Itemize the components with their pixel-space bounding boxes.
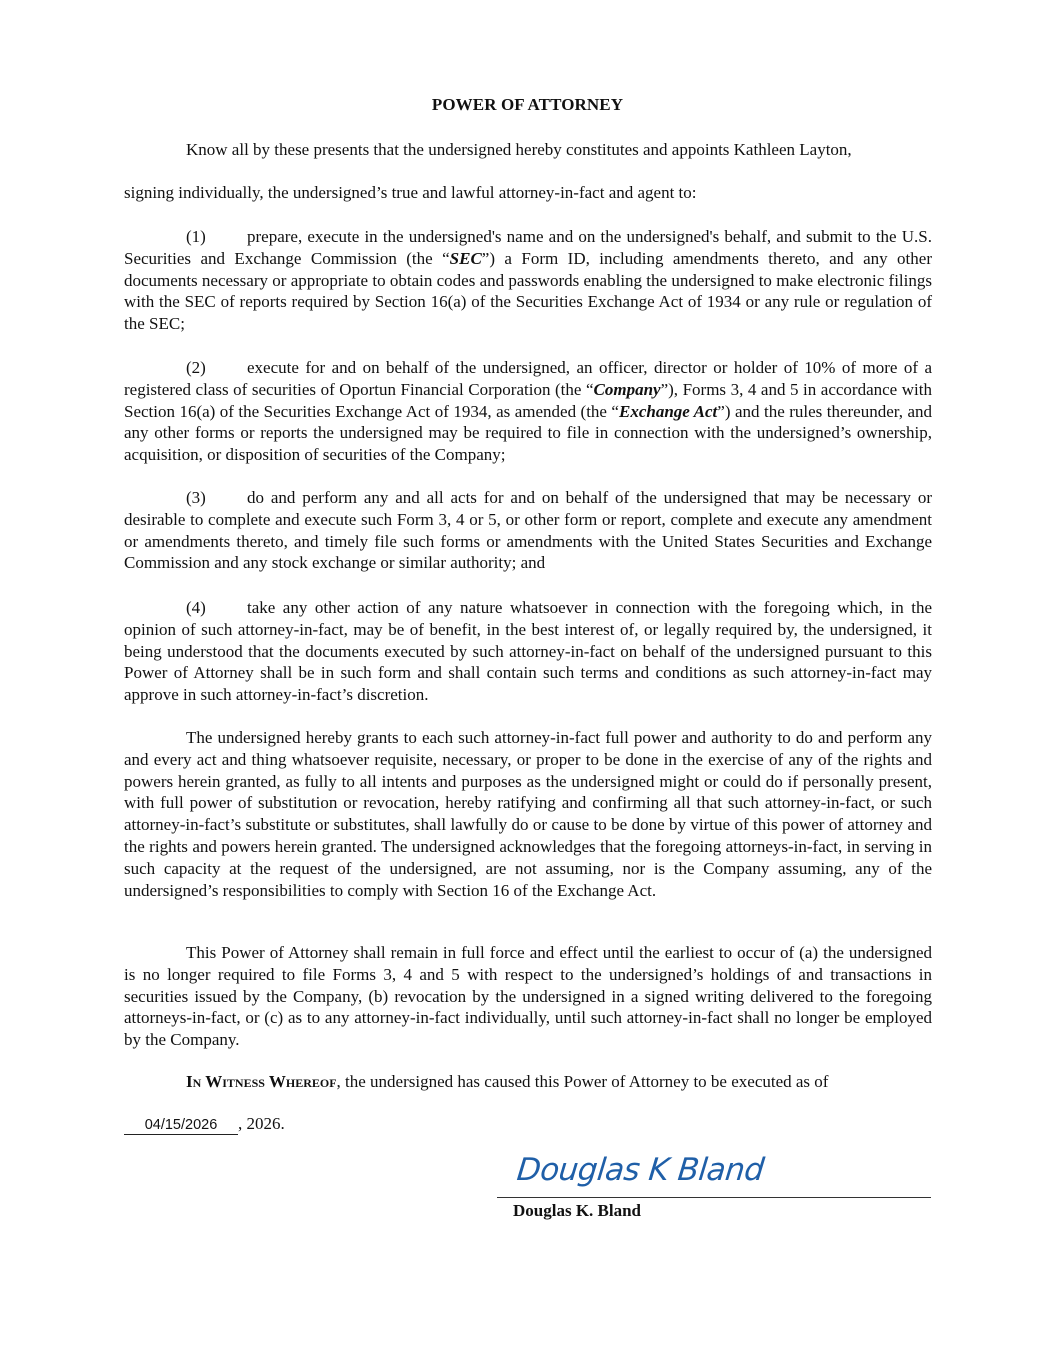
- signature-line: [497, 1197, 931, 1198]
- clause-2: (2) execute for and on behalf of the undersigned, an officer, director or holder of 10% of more of a registered class of securities of Oportun Financial Corporation (the “Company”), Forms 3, 4 and 5 in accordance with Section 16(a) of the Securities Exchange Act of 1934, as amended (the “Exchange Act”) and the rules thereunder, and any other forms or reports the undersigned may be required to file in connection with the undersigned’s ownership, acquisition, or disposition of securities of the Company;: [124, 358, 932, 465]
- execution-date-field[interactable]: 04/15/2026: [124, 1116, 238, 1135]
- witness-paragraph: In Witness Whereof, the undersigned has caused this Power of Attorney to be executed as of: [186, 1072, 829, 1091]
- signature-image: Douglas K Bland: [515, 1152, 766, 1188]
- defined-term-company: Company: [593, 379, 661, 399]
- signer-name: Douglas K. Bland: [513, 1201, 642, 1220]
- intro-line-1: Know all by these presents that the undersigned hereby constitutes and appoints Kathleen Layton,: [186, 140, 852, 159]
- intro-line-2: signing individually, the undersigned’s true and lawful attorney-in-fact and agent to:: [124, 183, 697, 202]
- date-suffix: , 2026.: [238, 1114, 285, 1133]
- defined-term-sec: SEC: [449, 248, 482, 268]
- witness-lead: In Witness Whereof: [186, 1072, 337, 1091]
- clause-1: (1) prepare, execute in the undersigned's name and on the undersigned's behalf, and submit to the U.S. Securities and Exchange Commission (the “SEC”) a Form ID, including amendments thereto, and any other documents necessary or appropriate to obtain codes and passwords enabling the undersigned to make electronic filings with the SEC of reports required by Section 16(a) of the Securities Exchange Act of 1934 or any rule or regulation of the SEC;: [124, 227, 932, 334]
- clause-4: (4) take any other action of any nature whatsoever in connection with the foregoing which, in the opinion of such attorney-in-fact, may be of benefit, in the best interest of, or legally required by, the undersigned, it being understood that the documents executed by such attorney-in-fact on behalf of the undersigned pursuant to this Power of Attorney shall be in such form and shall contain such terms and conditions as such attorney-in-fact may approve in such attorney-in-fact’s discretion.: [124, 598, 932, 705]
- intro-paragraph: [124, 139, 932, 161]
- defined-term-exchange-act: Exchange Act: [618, 401, 718, 421]
- clause-number: (3): [186, 488, 206, 507]
- term-paragraph: This Power of Attorney shall remain in full force and effect until the earliest to occur of (a) the undersigned is no longer required to file Forms 3, 4 and 5 with respect to the undersigned’s holdings of and transactions in securities issued by the Company, (b) revocation by the undersigned in a signed writing delivered to the foregoing attorneys-in-fact, or (c) as to any attorney-in-fact individually, until such attorney-in-fact shall no longer be employed by the Company.: [124, 943, 932, 1050]
- clause-number: (2): [186, 358, 206, 377]
- execution-date-line: [124, 1113, 285, 1135]
- document-title: POWER OF ATTORNEY: [431, 95, 624, 114]
- intro-paragraph-continued: [124, 182, 932, 204]
- clause-number: (1): [186, 227, 206, 246]
- grant-paragraph: The undersigned hereby grants to each such attorney-in-fact full power and authority to do and perform any and every act and thing whatsoever requisite, necessary, or proper to be done in the exercise of any of the rights and powers herein granted, as fully to all intents and purposes as the undersigned might or could do if personally present, with full power of substitution or revocation, hereby ratifying and confirming all that such attorney-in-fact, or such attorney-in-fact’s substitute or substitutes, shall lawfully do or cause to be done by virtue of this power of attorney and the rights and powers herein granted. The undersigned acknowledges that the foregoing attorneys-in-fact, in serving in such capacity at the request of the undersigned, are not assuming, nor is the Company assuming, any of the undersigned’s responsibilities to comply with Section 16 of the Exchange Act.: [124, 728, 932, 900]
- clause-3: (3) do and perform any and all acts for and on behalf of the undersigned that may be necessary or desirable to complete and execute such Form 3, 4 or 5, or other form or report, complete and execute any amendment or amendments thereto, and timely file such forms or amendments with the United States Securities and Exchange Commission and any stock exchange or similar authority; and: [124, 488, 932, 573]
- clause-number: (4): [186, 598, 206, 617]
